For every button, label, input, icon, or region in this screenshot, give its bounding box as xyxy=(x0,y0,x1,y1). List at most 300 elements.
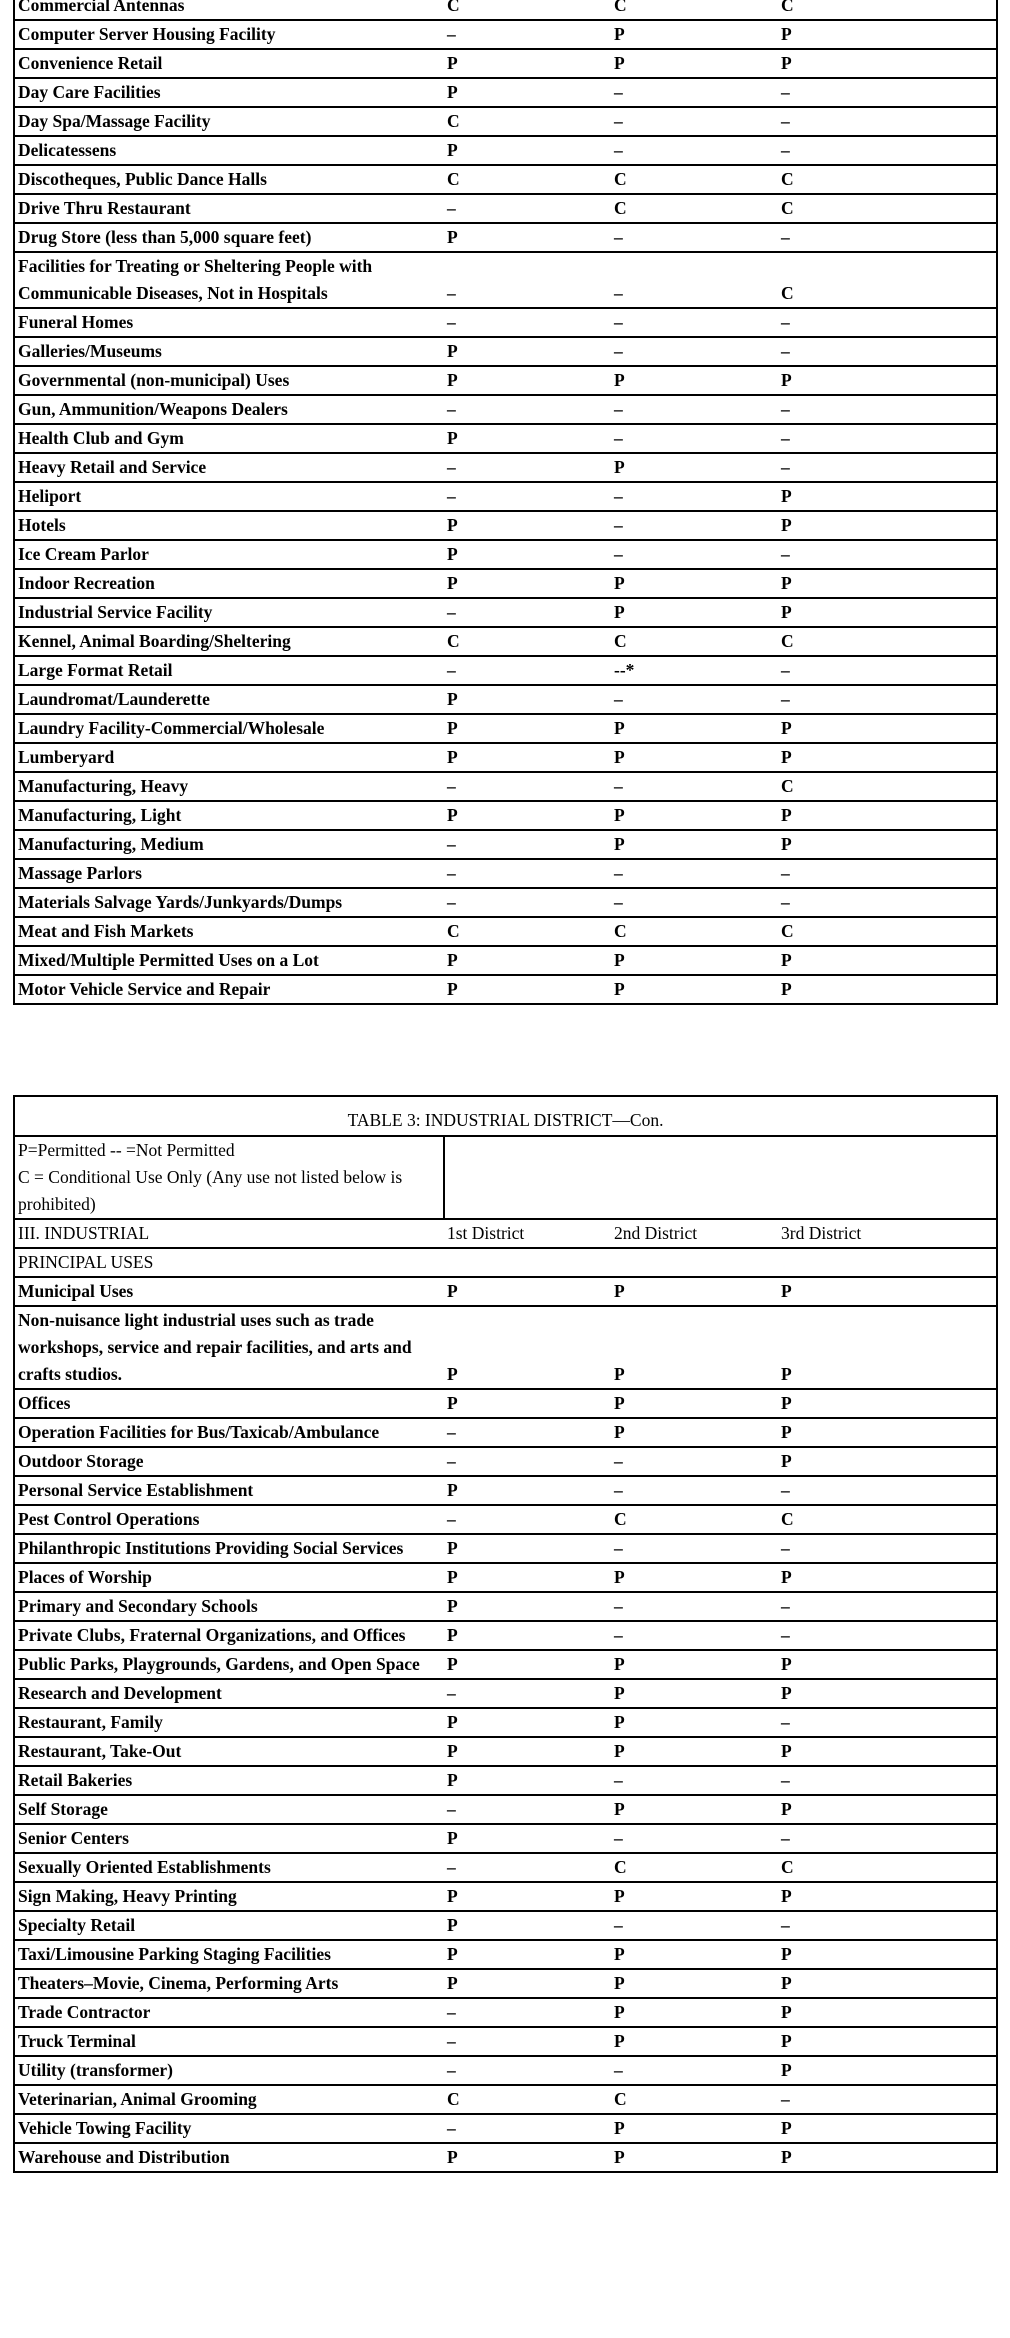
use-name: Retail Bakeries xyxy=(14,1766,444,1795)
use-name: Restaurant, Take-Out xyxy=(14,1737,444,1766)
use-name: Commercial Antennas xyxy=(14,0,444,20)
use-name: Research and Development xyxy=(14,1679,444,1708)
district-1-value: P xyxy=(444,49,611,78)
use-name: Theaters–Movie, Cinema, Performing Arts xyxy=(14,1969,444,1998)
district-3-value: P xyxy=(778,1679,997,1708)
table-row xyxy=(14,1737,997,1766)
district-3-value: – xyxy=(778,1476,997,1505)
district-2-value: P xyxy=(611,2143,778,2172)
district-1-value: – xyxy=(444,482,611,511)
table-row xyxy=(14,2085,997,2114)
table-body xyxy=(14,1096,997,2172)
use-name: Day Care Facilities xyxy=(14,78,444,107)
use-name: Outdoor Storage xyxy=(14,1447,444,1476)
industrial-district-table xyxy=(13,1095,998,2173)
district-1-value: P xyxy=(444,1969,611,1998)
district-1-header: 1st District xyxy=(444,1219,611,1248)
table-row xyxy=(14,136,997,165)
table-row xyxy=(14,1650,997,1679)
section-label: PRINCIPAL USES xyxy=(14,1248,997,1277)
district-1-value: P xyxy=(444,975,611,1004)
category-header: III. INDUSTRIAL xyxy=(14,1219,444,1248)
use-name: Drug Store (less than 5,000 square feet) xyxy=(14,223,444,252)
table-row xyxy=(14,337,997,366)
district-1-value: P xyxy=(444,685,611,714)
district-1-value: – xyxy=(444,859,611,888)
district-3-value: P xyxy=(778,1650,997,1679)
district-3-value: P xyxy=(778,1737,997,1766)
district-1-value: C xyxy=(444,0,611,20)
district-2-value: – xyxy=(611,424,778,453)
district-3-value: C xyxy=(778,194,997,223)
use-name: Laundromat/Launderette xyxy=(14,685,444,714)
district-1-value: – xyxy=(444,453,611,482)
use-name: Facilities for Treating or Sheltering People with Communicable Diseases, Not in Hospitals xyxy=(14,252,444,308)
district-3-value: C xyxy=(778,627,997,656)
district-2-value: – xyxy=(611,223,778,252)
district-3-value: P xyxy=(778,598,997,627)
district-1-value: – xyxy=(444,2056,611,2085)
table-row xyxy=(14,2143,997,2172)
district-1-value: – xyxy=(444,395,611,424)
district-1-value: P xyxy=(444,1882,611,1911)
district-2-value: – xyxy=(611,136,778,165)
legend-spacer xyxy=(444,1136,611,1219)
use-name: Heliport xyxy=(14,482,444,511)
permitted-uses-table-continued xyxy=(13,0,998,1005)
table-row xyxy=(14,569,997,598)
use-name: Indoor Recreation xyxy=(14,569,444,598)
district-1-value: P xyxy=(444,78,611,107)
district-2-value: – xyxy=(611,1592,778,1621)
use-name: Restaurant, Family xyxy=(14,1708,444,1737)
use-name: Meat and Fish Markets xyxy=(14,917,444,946)
table-row xyxy=(14,395,997,424)
district-1-value: C xyxy=(444,917,611,946)
district-1-value: P xyxy=(444,946,611,975)
district-2-value: P xyxy=(611,1940,778,1969)
district-2-value: P xyxy=(611,366,778,395)
use-name: Laundry Facility-Commercial/Wholesale xyxy=(14,714,444,743)
district-2-value: C xyxy=(611,194,778,223)
use-name: Trade Contractor xyxy=(14,1998,444,2027)
district-3-value: P xyxy=(778,482,997,511)
district-3-value: – xyxy=(778,308,997,337)
district-2-value: – xyxy=(611,1534,778,1563)
district-2-value: – xyxy=(611,337,778,366)
table-row xyxy=(14,2114,997,2143)
use-name: Philanthropic Institutions Providing Social Services xyxy=(14,1534,444,1563)
table-row xyxy=(14,78,997,107)
use-name: Industrial Service Facility xyxy=(14,598,444,627)
district-1-value: P xyxy=(444,424,611,453)
district-3-value: P xyxy=(778,1306,997,1389)
use-name: Kennel, Animal Boarding/Sheltering xyxy=(14,627,444,656)
district-3-value: – xyxy=(778,1824,997,1853)
district-3-value: C xyxy=(778,0,997,20)
district-1-value: P xyxy=(444,223,611,252)
district-2-value: P xyxy=(611,1650,778,1679)
use-name: Senior Centers xyxy=(14,1824,444,1853)
district-3-value: – xyxy=(778,685,997,714)
table-row xyxy=(14,830,997,859)
district-3-value: P xyxy=(778,1447,997,1476)
district-2-value: P xyxy=(611,1389,778,1418)
district-1-value: P xyxy=(444,1824,611,1853)
district-3-value: P xyxy=(778,2143,997,2172)
district-2-value: P xyxy=(611,975,778,1004)
legend-line-permitted: P=Permitted -- =Not Permitted xyxy=(18,1140,235,1160)
district-1-value: – xyxy=(444,1795,611,1824)
section-label-row xyxy=(14,1248,997,1277)
table-row xyxy=(14,888,997,917)
district-3-value: C xyxy=(778,917,997,946)
district-1-value: – xyxy=(444,656,611,685)
district-1-value: – xyxy=(444,1447,611,1476)
district-1-value: P xyxy=(444,714,611,743)
district-2-value: P xyxy=(611,830,778,859)
table-row xyxy=(14,714,997,743)
table-row xyxy=(14,1766,997,1795)
use-name: Ice Cream Parlor xyxy=(14,540,444,569)
district-3-value: – xyxy=(778,337,997,366)
use-name: Veterinarian, Animal Grooming xyxy=(14,2085,444,2114)
table-row xyxy=(14,2056,997,2085)
use-name: Places of Worship xyxy=(14,1563,444,1592)
district-2-value: P xyxy=(611,1418,778,1447)
district-1-value: P xyxy=(444,1650,611,1679)
district-3-value: P xyxy=(778,2056,997,2085)
table-row xyxy=(14,859,997,888)
district-3-value: P xyxy=(778,1882,997,1911)
district-2-value: – xyxy=(611,482,778,511)
table-row xyxy=(14,1505,997,1534)
table-row xyxy=(14,252,997,308)
table-row xyxy=(14,540,997,569)
district-3-value: C xyxy=(778,1505,997,1534)
district-2-value: C xyxy=(611,2085,778,2114)
district-2-value: – xyxy=(611,1621,778,1650)
table-row xyxy=(14,917,997,946)
district-3-value: C xyxy=(778,1853,997,1882)
district-2-value: P xyxy=(611,598,778,627)
district-3-value: – xyxy=(778,656,997,685)
district-3-value: P xyxy=(778,1563,997,1592)
use-name: Day Spa/Massage Facility xyxy=(14,107,444,136)
district-2-value: C xyxy=(611,0,778,20)
use-name: Vehicle Towing Facility xyxy=(14,2114,444,2143)
table-row xyxy=(14,482,997,511)
district-2-value: – xyxy=(611,395,778,424)
district-3-value: P xyxy=(778,801,997,830)
legend-line-conditional: C = Conditional Use Only (Any use not listed below is prohibited) xyxy=(18,1167,403,1214)
district-3-value: P xyxy=(778,1940,997,1969)
district-1-value: P xyxy=(444,1534,611,1563)
use-name: Personal Service Establishment xyxy=(14,1476,444,1505)
legend-spacer xyxy=(778,1136,997,1219)
use-name: Large Format Retail xyxy=(14,656,444,685)
district-3-value: P xyxy=(778,1998,997,2027)
use-name: Motor Vehicle Service and Repair xyxy=(14,975,444,1004)
district-2-value: P xyxy=(611,1969,778,1998)
table-row xyxy=(14,801,997,830)
district-3-value: P xyxy=(778,49,997,78)
district-1-value: C xyxy=(444,627,611,656)
table-row xyxy=(14,1940,997,1969)
district-1-value: P xyxy=(444,1737,611,1766)
district-3-value: – xyxy=(778,888,997,917)
table-row xyxy=(14,1418,997,1447)
table-row xyxy=(14,1534,997,1563)
district-2-value: C xyxy=(611,1853,778,1882)
district-1-value: – xyxy=(444,2027,611,2056)
district-2-value: P xyxy=(611,2027,778,2056)
district-3-header: 3rd District xyxy=(778,1219,997,1248)
table-row xyxy=(14,1476,997,1505)
district-1-value: P xyxy=(444,1708,611,1737)
use-name: Health Club and Gym xyxy=(14,424,444,453)
district-3-value: P xyxy=(778,743,997,772)
district-2-value: P xyxy=(611,1563,778,1592)
district-3-value: – xyxy=(778,1766,997,1795)
district-1-value: P xyxy=(444,1306,611,1389)
district-2-value: P xyxy=(611,1998,778,2027)
district-2-value: – xyxy=(611,772,778,801)
district-2-value: P xyxy=(611,1277,778,1306)
district-2-value: – xyxy=(611,252,778,308)
district-3-value: – xyxy=(778,136,997,165)
use-name: Delicatessens xyxy=(14,136,444,165)
use-name: Truck Terminal xyxy=(14,2027,444,2056)
table-row xyxy=(14,1447,997,1476)
district-3-value: – xyxy=(778,107,997,136)
use-name: Gun, Ammunition/Weapons Dealers xyxy=(14,395,444,424)
district-1-value: – xyxy=(444,888,611,917)
district-2-value: P xyxy=(611,1306,778,1389)
table-row xyxy=(14,1306,997,1389)
table-row xyxy=(14,1592,997,1621)
district-3-value: P xyxy=(778,975,997,1004)
district-2-value: – xyxy=(611,888,778,917)
district-3-value: P xyxy=(778,2114,997,2143)
table-row xyxy=(14,1853,997,1882)
district-1-value: P xyxy=(444,1621,611,1650)
table-row xyxy=(14,743,997,772)
use-name: Convenience Retail xyxy=(14,49,444,78)
table-title: TABLE 3: INDUSTRIAL DISTRICT—Con. xyxy=(14,1096,997,1136)
use-name: Drive Thru Restaurant xyxy=(14,194,444,223)
district-2-value: – xyxy=(611,1911,778,1940)
district-2-value: – xyxy=(611,308,778,337)
district-2-value: – xyxy=(611,859,778,888)
table-row xyxy=(14,165,997,194)
use-name: Hotels xyxy=(14,511,444,540)
district-1-value: P xyxy=(444,1592,611,1621)
district-2-value: P xyxy=(611,1882,778,1911)
use-name: Governmental (non-municipal) Uses xyxy=(14,366,444,395)
district-1-value: P xyxy=(444,337,611,366)
table-row xyxy=(14,1277,997,1306)
district-1-value: C xyxy=(444,107,611,136)
district-1-value: P xyxy=(444,540,611,569)
use-name: Non-nuisance light industrial uses such as trade workshops, service and repair facilities, and arts and crafts studios. xyxy=(14,1306,444,1389)
district-1-value: – xyxy=(444,772,611,801)
table-row xyxy=(14,0,997,20)
district-2-value: – xyxy=(611,1824,778,1853)
use-name: Massage Parlors xyxy=(14,859,444,888)
use-name: Computer Server Housing Facility xyxy=(14,20,444,49)
table-row xyxy=(14,424,997,453)
use-name: Heavy Retail and Service xyxy=(14,453,444,482)
district-1-value: P xyxy=(444,1940,611,1969)
use-name: Lumberyard xyxy=(14,743,444,772)
district-2-value: P xyxy=(611,49,778,78)
district-1-value: – xyxy=(444,598,611,627)
district-1-value: P xyxy=(444,366,611,395)
legend-row xyxy=(14,1136,997,1219)
district-2-value: P xyxy=(611,2114,778,2143)
district-1-value: C xyxy=(444,2085,611,2114)
table-row xyxy=(14,975,997,1004)
district-1-value: P xyxy=(444,511,611,540)
district-3-value: P xyxy=(778,20,997,49)
use-name: Manufacturing, Heavy xyxy=(14,772,444,801)
table-row xyxy=(14,308,997,337)
district-1-value: – xyxy=(444,830,611,859)
district-1-value: P xyxy=(444,1563,611,1592)
table-row xyxy=(14,107,997,136)
column-header-row xyxy=(14,1219,997,1248)
use-name: Sexually Oriented Establishments xyxy=(14,1853,444,1882)
district-2-value: P xyxy=(611,1795,778,1824)
district-3-value: – xyxy=(778,424,997,453)
district-3-value: – xyxy=(778,1534,997,1563)
district-2-value: – xyxy=(611,685,778,714)
district-2-value: P xyxy=(611,569,778,598)
district-1-value: P xyxy=(444,1277,611,1306)
legend-spacer xyxy=(611,1136,778,1219)
district-1-value: – xyxy=(444,308,611,337)
district-1-value: – xyxy=(444,1505,611,1534)
district-1-value: C xyxy=(444,165,611,194)
table-row xyxy=(14,2027,997,2056)
district-2-value: – xyxy=(611,540,778,569)
district-2-value: C xyxy=(611,627,778,656)
use-name: Mixed/Multiple Permitted Uses on a Lot xyxy=(14,946,444,975)
district-1-value: – xyxy=(444,2114,611,2143)
table-row xyxy=(14,1679,997,1708)
district-2-value: --* xyxy=(611,656,778,685)
table-row xyxy=(14,20,997,49)
table-row xyxy=(14,598,997,627)
district-1-value: – xyxy=(444,1679,611,1708)
district-2-value: C xyxy=(611,1505,778,1534)
district-3-value: – xyxy=(778,395,997,424)
table-row xyxy=(14,946,997,975)
district-3-value: P xyxy=(778,366,997,395)
table-row xyxy=(14,772,997,801)
district-1-value: – xyxy=(444,1853,611,1882)
use-name: Manufacturing, Medium xyxy=(14,830,444,859)
table-row xyxy=(14,1969,997,1998)
district-2-value: – xyxy=(611,107,778,136)
district-2-value: C xyxy=(611,917,778,946)
table-row xyxy=(14,511,997,540)
legend xyxy=(14,1136,444,1219)
table-row xyxy=(14,194,997,223)
district-2-value: P xyxy=(611,801,778,830)
district-3-value: – xyxy=(778,2085,997,2114)
district-3-value: P xyxy=(778,1418,997,1447)
district-3-value: C xyxy=(778,772,997,801)
district-1-value: P xyxy=(444,2143,611,2172)
use-name: Primary and Secondary Schools xyxy=(14,1592,444,1621)
district-2-value: P xyxy=(611,714,778,743)
district-2-value: P xyxy=(611,946,778,975)
use-name: Warehouse and Distribution xyxy=(14,2143,444,2172)
use-name: Pest Control Operations xyxy=(14,1505,444,1534)
table-row xyxy=(14,1911,997,1940)
district-2-value: – xyxy=(611,1766,778,1795)
district-2-value: – xyxy=(611,1447,778,1476)
district-3-value: P xyxy=(778,569,997,598)
district-1-value: – xyxy=(444,20,611,49)
district-3-value: P xyxy=(778,1795,997,1824)
table-row xyxy=(14,627,997,656)
table-row xyxy=(14,1882,997,1911)
district-1-value: P xyxy=(444,136,611,165)
table-row xyxy=(14,685,997,714)
use-name: Materials Salvage Yards/Junkyards/Dumps xyxy=(14,888,444,917)
district-3-value: P xyxy=(778,2027,997,2056)
use-name: Manufacturing, Light xyxy=(14,801,444,830)
district-3-value: P xyxy=(778,1389,997,1418)
use-name: Funeral Homes xyxy=(14,308,444,337)
district-3-value: P xyxy=(778,1969,997,1998)
district-1-value: P xyxy=(444,801,611,830)
district-3-value: – xyxy=(778,1708,997,1737)
district-2-value: P xyxy=(611,1708,778,1737)
use-name: Specialty Retail xyxy=(14,1911,444,1940)
table-row xyxy=(14,366,997,395)
district-3-value: – xyxy=(778,540,997,569)
table-row xyxy=(14,1563,997,1592)
district-1-value: P xyxy=(444,743,611,772)
use-name: Public Parks, Playgrounds, Gardens, and Open Space xyxy=(14,1650,444,1679)
district-3-value: P xyxy=(778,1277,997,1306)
district-1-value: P xyxy=(444,1766,611,1795)
use-name: Private Clubs, Fraternal Organizations, and Offices xyxy=(14,1621,444,1650)
district-3-value: P xyxy=(778,946,997,975)
table-row xyxy=(14,453,997,482)
table-row xyxy=(14,1795,997,1824)
district-2-value: C xyxy=(611,165,778,194)
district-1-value: – xyxy=(444,1998,611,2027)
table-row xyxy=(14,1621,997,1650)
district-1-value: P xyxy=(444,569,611,598)
district-1-value: – xyxy=(444,1418,611,1447)
district-2-value: P xyxy=(611,1737,778,1766)
district-1-value: – xyxy=(444,252,611,308)
use-name: Offices xyxy=(14,1389,444,1418)
use-name: Self Storage xyxy=(14,1795,444,1824)
district-1-value: P xyxy=(444,1476,611,1505)
district-1-value: P xyxy=(444,1389,611,1418)
table-row xyxy=(14,1824,997,1853)
district-2-value: P xyxy=(611,453,778,482)
use-name: Sign Making, Heavy Printing xyxy=(14,1882,444,1911)
district-3-value: – xyxy=(778,1911,997,1940)
